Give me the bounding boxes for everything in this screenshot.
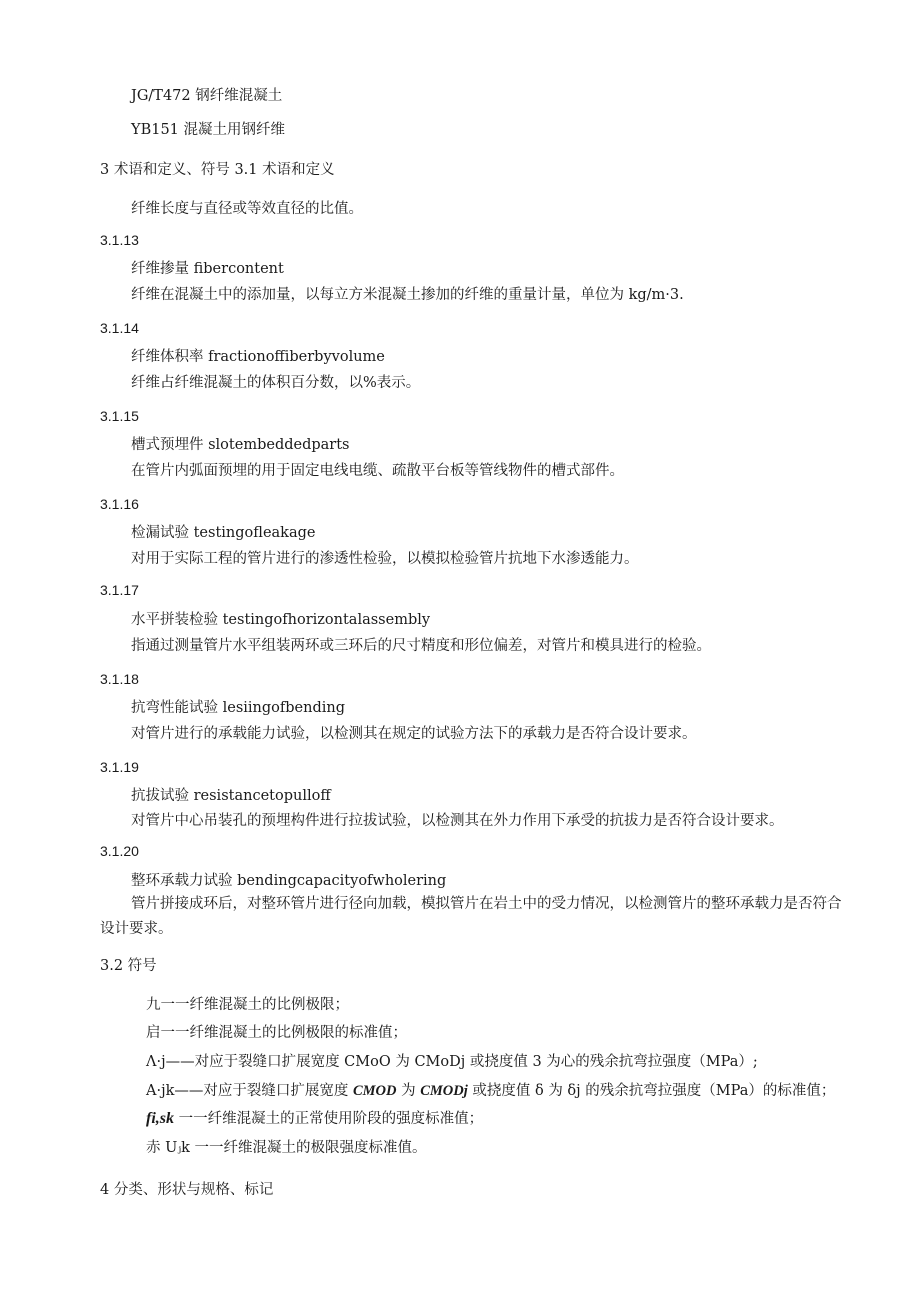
- term-definition-3-1-16: 对用于实际工程的管片进行的渗透性检验，以模拟检验管片抗地下水渗透能力。: [131, 551, 639, 567]
- term-title-3-1-19: 抗拔试验 resistancetopulloff: [131, 788, 331, 804]
- term-number-3-1-19: 3.1.19: [100, 759, 139, 775]
- term-definition-3-1-13: 纤维在混凝土中的添加量，以每立方米混凝土掺加的纤维的重量计量，单位为 kg/m·3.: [131, 287, 684, 303]
- symbol-s5-text: 一一纤维混凝土的正常使用阶段的强度标准值；: [174, 1111, 484, 1127]
- term-number-3-1-20: 3.1.20: [100, 843, 139, 859]
- reference-yb151: YB151 混凝土用钢纤维: [131, 122, 286, 138]
- term-definition-3-1-19: 对管片中心吊装孔的预埋构件进行拉拔试验，以检测其在外力作用下承受的抗拔力是否符合设计要求。: [131, 813, 784, 829]
- symbol-s4-part-c: 为: [396, 1083, 421, 1099]
- symbol-proportional-limit-standard: 启一一纤维混凝土的比例极限的标准值；: [146, 1025, 407, 1041]
- symbol-s4-cmod: CMOD: [352, 1083, 397, 1099]
- term-title-3-1-14: 纤维体积率 fractionoffiberbyvolume: [131, 349, 385, 365]
- section-4-heading: 4 分类、形状与规格、标记: [100, 1182, 274, 1198]
- symbol-proportional-limit: 九一一纤维混凝土的比例极限；: [146, 997, 349, 1013]
- term-title-3-1-15: 槽式预埋件 slotembeddedparts: [131, 437, 350, 453]
- symbol-s4-part-a: A·jk——对应于裂缝口扩展宽度: [146, 1083, 353, 1099]
- symbol-residual-flexural-strength-standard: [146, 1081, 835, 1101]
- term-number-3-1-16: 3.1.16: [100, 496, 139, 512]
- term-number-3-1-14: 3.1.14: [100, 320, 139, 336]
- symbol-s4-part-e: 或挠度值 δ 为 δj 的残余抗弯拉强度（MPa）的标准值；: [467, 1083, 836, 1099]
- term-title-3-1-13: 纤维掺量 fibercontent: [131, 261, 284, 277]
- term-title-3-1-18: 抗弯性能试验 lesiingofbending: [131, 700, 346, 716]
- symbol-s4-cmodj: CMODj: [420, 1083, 468, 1099]
- aspect-ratio-definition: 纤维长度与直径或等效直径的比值。: [131, 201, 363, 217]
- term-definition-3-1-18: 对管片进行的承载能力试验，以检测其在规定的试验方法下的承载力是否符合设计要求。: [131, 726, 697, 742]
- term-definition-3-1-17: 指通过测量管片水平组装两环或三环后的尺寸精度和形位偏差，对管片和模具进行的检验。: [131, 638, 711, 654]
- reference-jgt472: JG/T472 钢纤维混凝土: [131, 88, 283, 104]
- symbol-residual-flexural-strength: Λ·j——对应于裂缝口扩展宽度 CMoO 为 CMoDj 或挠度值 3 为心的残余抗弯拉强度（MPa）;: [146, 1054, 758, 1070]
- symbol-service-stage-strength: [146, 1109, 483, 1129]
- term-number-3-1-17: 3.1.17: [100, 582, 139, 598]
- term-title-3-1-20: 整环承载力试验 bendingcapacityofwholering: [131, 873, 447, 889]
- term-definition-3-1-15: 在管片内弧面预埋的用于固定电线电缆、疏散平台板等管线物件的槽式部件。: [131, 463, 624, 479]
- symbol-ultimate-strength: 赤 Uⱼk 一一纤维混凝土的极限强度标准值。: [146, 1140, 427, 1156]
- section-3-heading: 3 术语和定义、符号 3.1 术语和定义: [100, 162, 335, 178]
- term-number-3-1-15: 3.1.15: [100, 408, 139, 424]
- term-number-3-1-13: 3.1.13: [100, 232, 139, 248]
- term-title-3-1-16: 检漏试验 testingofleakage: [131, 525, 316, 541]
- section-3-2-heading: 3.2 符号: [100, 958, 157, 974]
- term-number-3-1-18: 3.1.18: [100, 671, 139, 687]
- term-definition-3-1-20: 管片拼接成环后，对整环管片进行径向加载，模拟管片在岩土中的受力情况，以检测管片的整环承载力是否符合设计要求。: [100, 896, 842, 937]
- term-definition-3-1-14: 纤维占纤维混凝土的体积百分数，以%表示。: [131, 375, 421, 391]
- symbol-s5-fisk: fi,sk: [146, 1110, 174, 1127]
- term-title-3-1-17: 水平拼装检验 testingofhorizontalassembly: [131, 612, 431, 628]
